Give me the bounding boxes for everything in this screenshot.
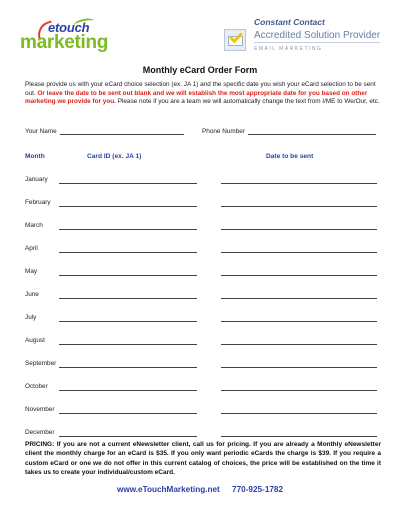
card-id-input-line[interactable] — [59, 298, 197, 299]
month-label: October — [25, 383, 48, 390]
month-label: July — [25, 314, 37, 321]
date-input-line[interactable] — [221, 321, 377, 322]
column-header-month: Month — [25, 153, 45, 160]
date-input-line[interactable] — [221, 436, 377, 437]
page-title: Monthly eCard Order Form — [142, 65, 258, 75]
month-row — [0, 291, 400, 303]
cc-brand: Constant Contact — [254, 17, 325, 27]
month-row — [0, 383, 400, 395]
phone-label: Phone Number — [202, 128, 245, 135]
date-input-line[interactable] — [221, 344, 377, 345]
month-label: December — [25, 429, 55, 436]
column-header-date: Date to be sent — [266, 153, 314, 160]
date-input-line[interactable] — [221, 206, 377, 207]
month-row — [0, 199, 400, 211]
month-label: June — [25, 291, 39, 298]
card-id-input-line[interactable] — [59, 275, 197, 276]
month-row — [0, 360, 400, 372]
card-id-input-line[interactable] — [59, 367, 197, 368]
month-label: January — [25, 176, 48, 183]
card-id-input-line[interactable] — [59, 183, 197, 184]
name-label: Your Name — [25, 128, 57, 135]
month-row — [0, 245, 400, 257]
constant-contact-logo — [224, 17, 384, 61]
month-row — [0, 337, 400, 349]
cc-subtitle: EMAIL MARKETING — [254, 46, 323, 52]
date-input-line[interactable] — [221, 367, 377, 368]
month-row — [0, 222, 400, 234]
month-row — [0, 406, 400, 418]
card-id-input-line[interactable] — [59, 413, 197, 414]
date-input-line[interactable] — [221, 252, 377, 253]
intro-text-2: Please note if you are a team we will automatically change the text from I/ME to We/Our, etc. — [115, 98, 380, 106]
envelope-check-icon — [224, 29, 246, 51]
logo-etouch-text: etouch — [48, 20, 90, 35]
date-input-line[interactable] — [221, 390, 377, 391]
date-input-line[interactable] — [221, 413, 377, 414]
month-label: February — [25, 199, 51, 206]
phone-input-line[interactable] — [248, 128, 376, 135]
pricing-note: PRICING: If you are not a current eNewsletter client, call us for pricing. If you are already a Monthly eNewsletter client the monthly charge for an eCard is $35. If you only want periodic eCards the charge is $39. If you require a custom eCard or one we do not offer in this current catalog of choices, the price will be established on the time it takes us to create your individual/custom eCard. — [25, 441, 381, 476]
card-id-input-line[interactable] — [59, 344, 197, 345]
card-id-input-line[interactable] — [59, 390, 197, 391]
etouch-marketing-logo — [20, 20, 130, 56]
phone-number: 770-925-1782 — [232, 485, 284, 494]
website-link[interactable]: www.eTouchMarketing.net — [116, 485, 220, 494]
date-input-line[interactable] — [221, 275, 377, 276]
intro-paragraph — [25, 81, 381, 107]
footer-contact — [0, 485, 400, 494]
column-header-card-id: Card ID (ex. JA 1) — [87, 153, 142, 160]
month-row — [0, 176, 400, 188]
phone-field — [202, 128, 376, 135]
card-id-input-line[interactable] — [59, 229, 197, 230]
card-id-input-line[interactable] — [59, 252, 197, 253]
name-field — [25, 128, 184, 135]
date-input-line[interactable] — [221, 229, 377, 230]
divider — [254, 42, 380, 43]
logo-marketing-text: marketing — [20, 32, 109, 53]
month-row — [0, 314, 400, 326]
date-input-line[interactable] — [221, 298, 377, 299]
month-label: May — [25, 268, 38, 275]
month-row — [0, 268, 400, 280]
month-label: September — [25, 360, 57, 367]
name-input-line[interactable] — [60, 128, 184, 135]
card-id-input-line[interactable] — [59, 206, 197, 207]
month-label: April — [25, 245, 38, 252]
month-label: November — [25, 406, 55, 413]
intro-text-1: Please provide us with your eCard choice selection (ex. JA 1) and the specific date you wish your eCard selection to be sent out. — [25, 81, 376, 97]
card-id-input-line[interactable] — [59, 321, 197, 322]
cc-title: Accredited Solution Provider — [254, 30, 381, 41]
month-label: August — [25, 337, 45, 344]
month-label: March — [25, 222, 43, 229]
intro-red-text: Or leave the date to be sent out blank and we will establish the most appropriate date for you based on other marketing we provide for you. — [25, 89, 368, 106]
date-input-line[interactable] — [221, 183, 377, 184]
card-id-input-line[interactable] — [59, 436, 197, 437]
